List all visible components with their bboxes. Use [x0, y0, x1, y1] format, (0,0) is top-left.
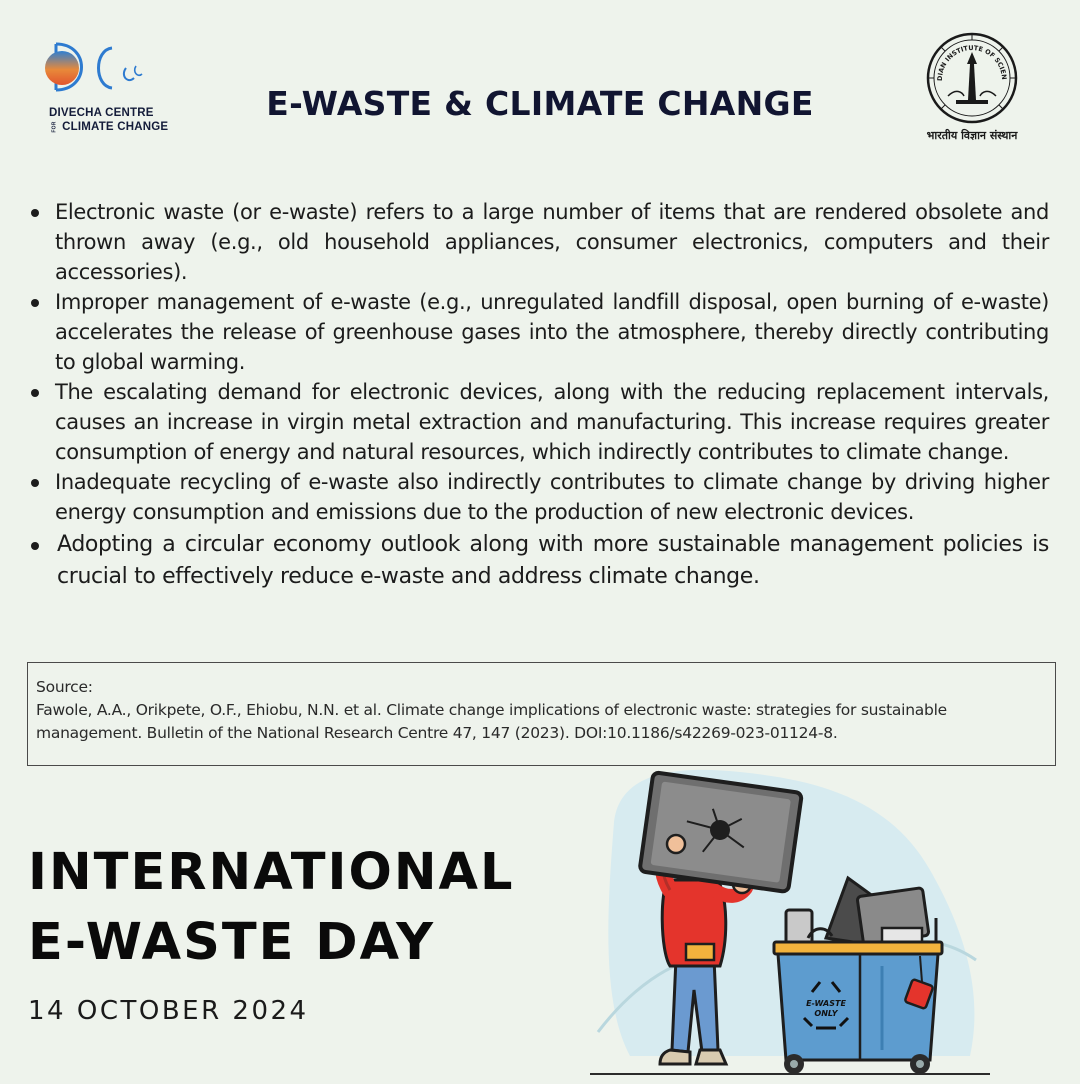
iisc-logo: [912, 30, 1032, 145]
logo-for-label: FOR: [51, 121, 58, 133]
bullet-item: Adopting a circular economy outlook along with more sustainable management policies is crucial to effectively reduce e-waste and address climate change.: [28, 527, 1049, 593]
bullet-list: [28, 197, 1049, 593]
page-title: E-WASTE & CLIMATE CHANGE: [266, 84, 814, 123]
event-title-line2: E-WASTE DAY: [28, 913, 436, 972]
event-title-line1: INTERNATIONAL: [28, 843, 515, 902]
svg-text:INDIAN INSTITUTE OF SCIENCE: [912, 30, 1008, 81]
source-label: Source:: [36, 678, 93, 696]
bullet-item: Improper management of e-waste (e.g., unregulated landfill disposal, open burning of e-waste) accelerates the release of greenhouse gases into the atmosphere, thereby directly contributing to global warming.: [28, 287, 1049, 377]
source-citation: Fawole, A.A., Orikpete, O.F., Ehiobu, N.N. et al. Climate change implications of electronic waste: strategies for sustainable management. Bulletin of the National Research Centre 47, 147 (2023). DOI:10.1186/s42269-023-01124-8.: [36, 701, 947, 742]
event-date: 14 OCTOBER 2024: [28, 996, 309, 1026]
logo-line-divecha: DIVECHA CENTRE: [49, 107, 154, 119]
bin-label-line1: E-WASTE: [806, 999, 846, 1008]
logo-climate-change-text: CLIMATE CHANGE: [62, 121, 169, 133]
person-carrying-broken-tv-icon: [590, 760, 990, 1080]
source-box: [27, 662, 1056, 766]
iisc-seal-icon: [912, 30, 1032, 126]
ewaste-illustration: [590, 760, 990, 1080]
event-title: [28, 838, 548, 978]
bullet-item: The escalating demand for electronic devices, along with the reducing replacement intervals, causes an increase in virgin metal extraction and manufacturing. This increase requires greater consumption of energy and natural resources, which indirectly contributes to climate change.: [28, 377, 1049, 467]
seal-text: DIAN INSTITUTE OF SCIEN: [935, 43, 1009, 82]
broken-tv: [639, 772, 801, 892]
bullet-item: Inadequate recycling of e-waste also indirectly contributes to climate change by driving higher energy consumption and emissions due to the production of new electronic devices.: [28, 467, 1049, 527]
bullet-item: Electronic waste (or e-waste) refers to a large number of items that are rendered obsolete and thrown away (e.g., old household appliances, consumer electronics, computers and their accessories).: [28, 197, 1049, 287]
iisc-hindi-caption: भारतीय विज्ञान संस्थान: [926, 129, 1018, 142]
bin-label-line2: ONLY: [814, 1009, 838, 1018]
